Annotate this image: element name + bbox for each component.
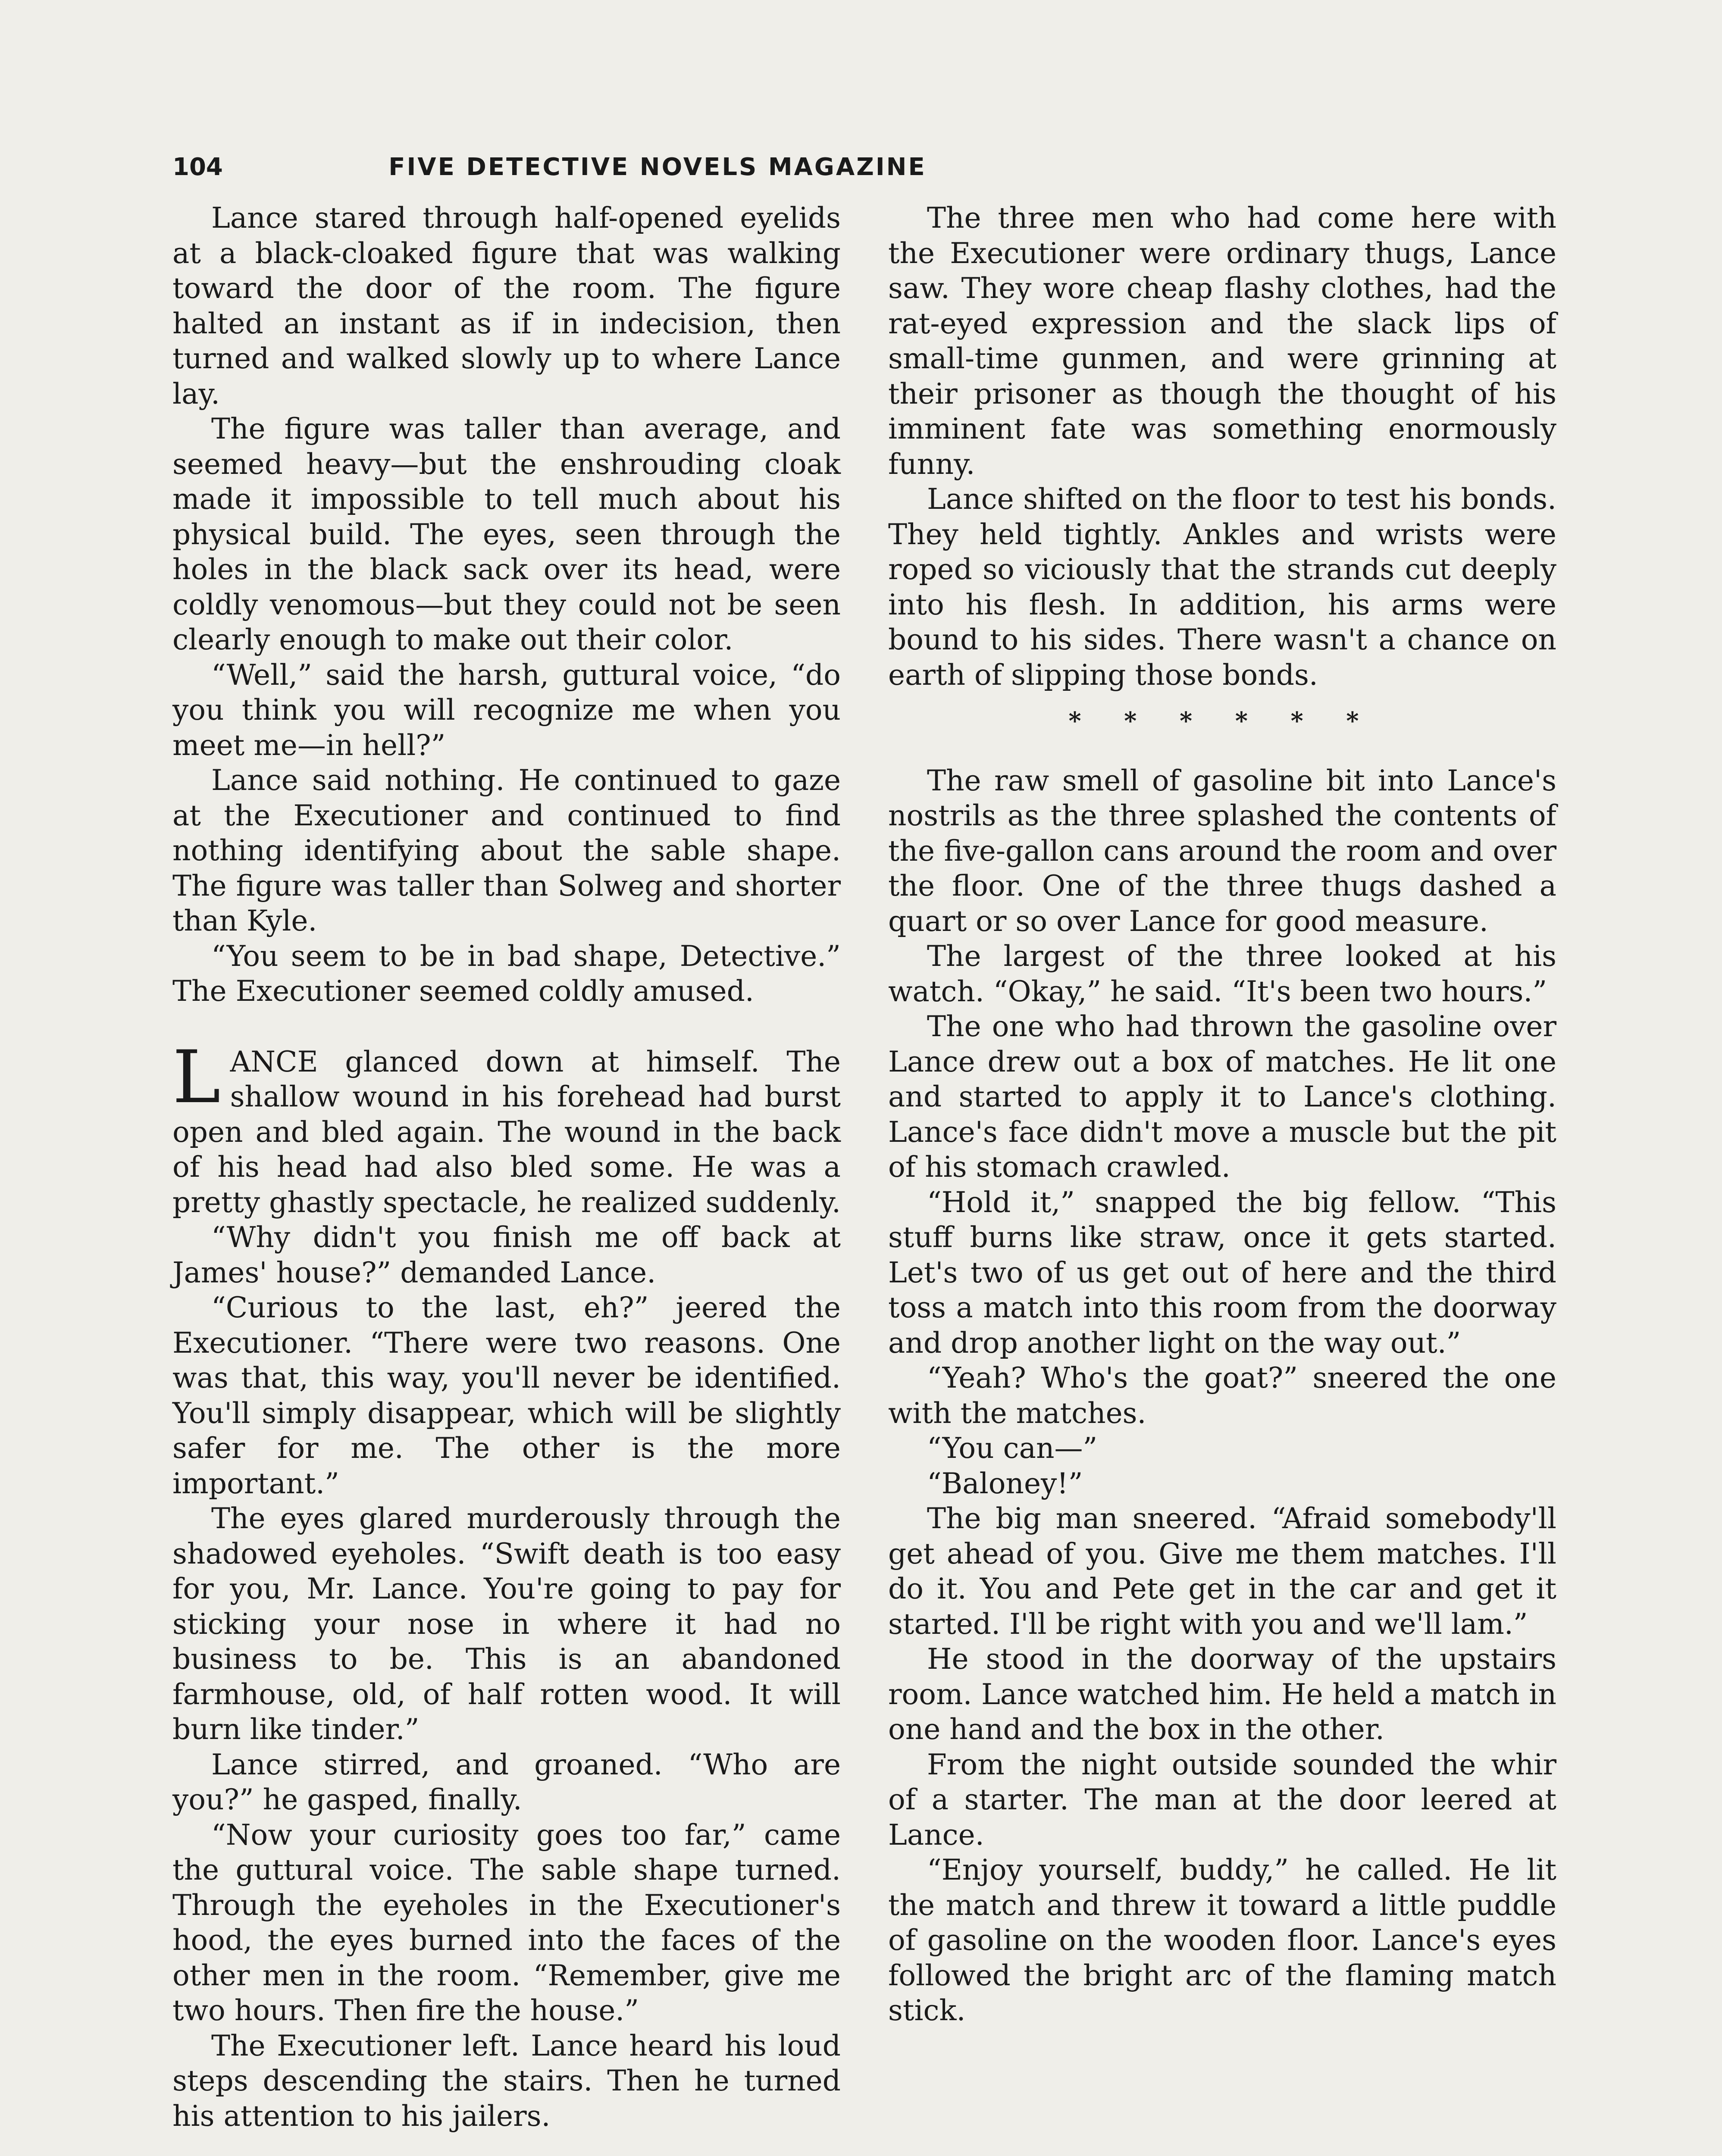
paragraph: Lance stirred, and groaned. “Who are you?” he gasped, finally. [172, 1748, 841, 1816]
page-number: 104 [172, 153, 223, 181]
paragraph: “Well,” said the harsh, guttural voice, “do you think you will recognize me when you meet me—in hell?” [172, 658, 841, 762]
paragraph: The raw smell of gasoline bit into Lance's nostrils as the three splashed the contents of the five-gallon cans around the room and over the floor. One of the three thugs dashed a quart or so over Lance for good measure. [888, 764, 1556, 938]
page-header [172, 153, 1143, 188]
paragraph: Lance shifted on the floor to test his bonds. They held tightly. Ankles and wrists were roped so viciously that the strands cut deeply into his flesh. In addition, his arms were bound to his sides. There wasn't a chance on earth of slipping those bonds. [888, 483, 1556, 692]
paragraph: He stood in the doorway of the upstairs room. Lance watched him. He held a match in one hand and the box in the other. [888, 1642, 1556, 1746]
paragraph: The largest of the three looked at his watch. “Okay,” he said. “It's been two hours.” [888, 940, 1556, 1008]
paragraph: The Executioner left. Lance heard his loud steps descending the stairs. Then he turned his attention to his jailers. [172, 2029, 841, 2133]
paragraph: “Yeah? Who's the goat?” sneered the one with the matches. [888, 1361, 1556, 1430]
paragraph: “Enjoy yourself, buddy,” he called. He lit the match and threw it toward a little puddle of gasoline on the wooden floor. Lance's eyes followed the bright arc of the flaming match stick. [888, 1853, 1556, 2027]
dropcap-paragraph [172, 1034, 841, 1220]
paragraph: “You can—” [927, 1432, 1098, 1465]
dropcap-paragraph-text: ANCE glanced down at himself. The shallow wound in his forehead had burst open and bled again. The wound in the back of his head had also bled some. He was a pretty ghastly spectacle, he realized suddenly. [172, 1045, 841, 1219]
paragraph: “Why didn't you finish me off back at James' house?” demanded Lance. [172, 1221, 841, 1289]
dropcap-letter: L [172, 1034, 221, 1119]
paragraph: “Curious to the last, eh?” jeered the Executioner. “There were two reasons. One was that, this way, you'll never be identified. You'll simply disappear, which will be slightly safer for me. The other is the more important.” [172, 1291, 841, 1500]
paragraph: The one who had thrown the gasoline over Lance drew out a box of matches. He lit one and started to apply it to Lance's clothing. Lance's face didn't move a muscle but the pit of his stomach crawled. [888, 1010, 1556, 1184]
paragraph: The eyes glared murderously through the shadowed eyeholes. “Swift death is too easy for you, Mr. Lance. You're going to pay for sticking your nose in where it had no business to be. This is an abandoned farmhouse, old, of half rotten wood. It will burn like tinder.” [172, 1502, 841, 1746]
left-column [172, 201, 841, 2134]
magazine-title: FIVE DETECTIVE NOVELS MAGAZINE [388, 153, 927, 181]
paragraph: The three men who had come here with the Executioner were ordinary thugs, Lance saw. They wore cheap flashy clothes, had the rat-eyed expression and the slack lips of small-time gunmen, and were grinning at their prisoner as though the thought of his imminent fate was something enormously funny. [888, 201, 1556, 481]
paragraph: From the night outside sounded the whir of a starter. The man at the door leered at Lance. [888, 1748, 1556, 1852]
paragraph: The figure was taller than average, and seemed heavy—but the enshrouding cloak made it impossible to tell much about his physical build. The eyes, seen through the holes in the black sack over its head, were coldly venomous—but they could not be seen clearly enough to make out their color. [172, 412, 841, 656]
paragraph: Lance stared through half-opened eyelids at a black-cloaked figure that was walking toward the door of the room. The figure halted an instant as if in indecision, then turned and walked slowly up to where Lance lay. [172, 201, 841, 411]
right-column [888, 201, 1556, 2028]
section-separator: * * * * * * [1068, 707, 1376, 735]
paragraph: “Hold it,” snapped the big fellow. “This stuff burns like straw, once it gets started. Let's two of us get out of here and the third toss a match into this room from the doorway and drop another light on the way out.” [888, 1185, 1556, 1360]
paragraph: Lance said nothing. He continued to gaze at the Executioner and continued to find nothing identifying about the sable shape. The figure was taller than Solweg and shorter than Kyle. [172, 764, 841, 937]
paragraph: The big man sneered. “Afraid somebody'll get ahead of you. Give me them matches. I'll do it. You and Pete get in the car and get it started. I'll be right with you and we'll lam.” [888, 1502, 1556, 1641]
paragraph: “You seem to be in bad shape, Detective.” The Executioner seemed coldly amused. [172, 939, 841, 1008]
paragraph: “Now your curiosity goes too far,” came the guttural voice. The sable shape turned. Through the eyeholes in the Executioner's hood, the eyes burned into the faces of the other men in the room. “Remember, give me two hours. Then fire the house.” [172, 1818, 841, 2027]
paragraph: “Baloney!” [927, 1467, 1083, 1500]
